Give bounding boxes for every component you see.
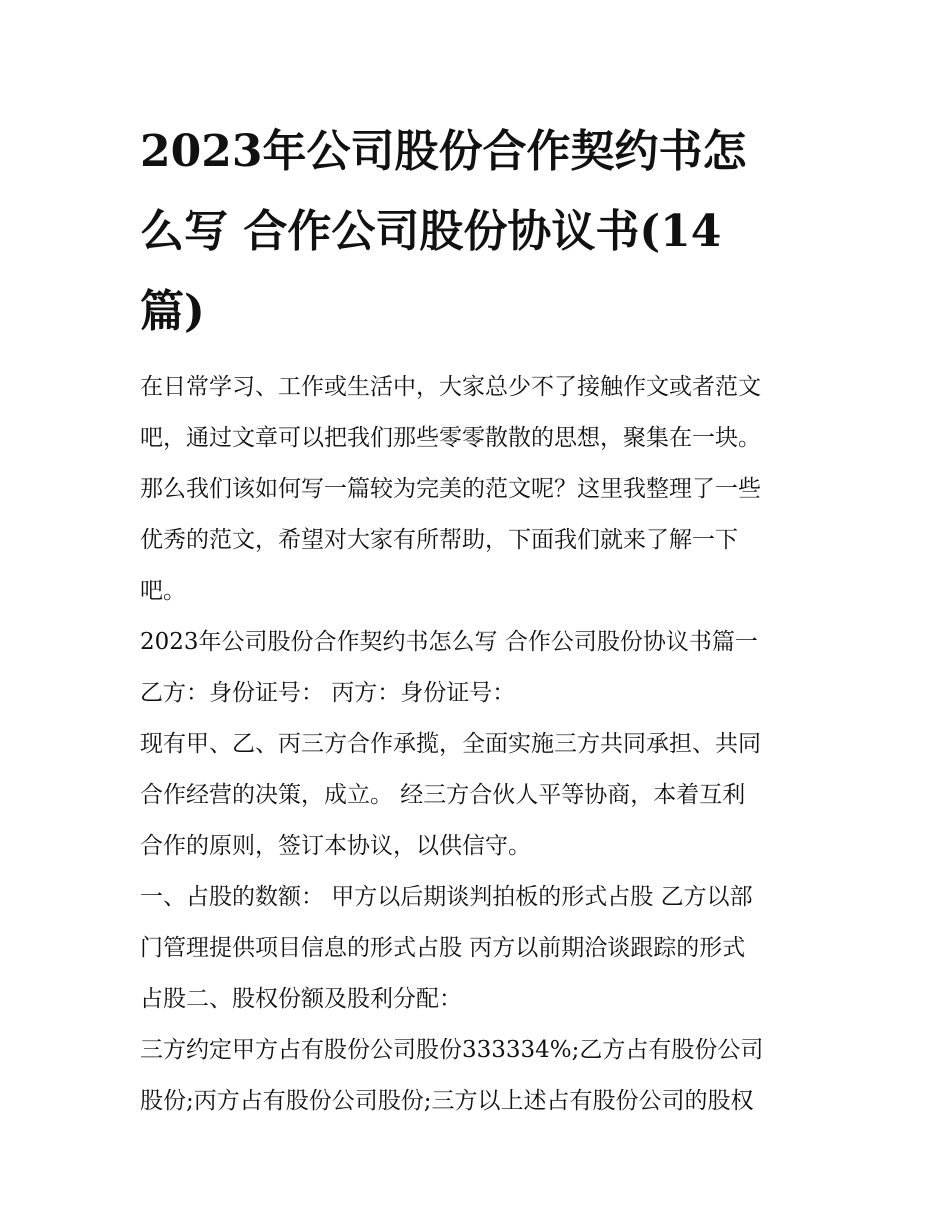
text-line: 现有甲、乙、丙三方合作承揽，全面实施三方共同承担、共同 bbox=[140, 731, 761, 757]
text-line: 优秀的范文，希望对大家有所帮助，下面我们就来了解一下 bbox=[140, 527, 738, 553]
intro-paragraph bbox=[140, 362, 820, 617]
text-line: 门管理提供项目信息的形式占股 丙方以前期洽谈跟踪的形式 bbox=[140, 935, 746, 961]
party-info-paragraph bbox=[140, 668, 820, 719]
text-line: 2023年公司股份合作契约书怎么写 合作公司股份协议书篇一 bbox=[140, 629, 758, 655]
clause-paragraph bbox=[140, 872, 820, 1025]
text-line: 乙方：身份证号： 丙方：身份证号： bbox=[140, 680, 516, 706]
section-heading bbox=[140, 617, 820, 668]
title-line: 2023年公司股份合作契约书怎 bbox=[140, 126, 747, 177]
text-line: 占股二、股权份额及股利分配： bbox=[140, 986, 462, 1012]
text-line: 在日常学习、工作或生活中，大家总少不了接触作文或者范文 bbox=[140, 374, 761, 400]
text-line: 一、占股的数额： 甲方以后期谈判拍板的形式占股 乙方以部 bbox=[140, 884, 753, 910]
preamble-paragraph bbox=[140, 719, 820, 872]
text-line: 合作的原则，签订本协议，以供信守。 bbox=[140, 833, 531, 859]
text-line: 吧。 bbox=[140, 578, 186, 604]
document-body bbox=[140, 362, 820, 1127]
title-line: 篇) bbox=[140, 286, 205, 337]
text-line: 那么我们该如何写一篇较为完美的范文呢？这里我整理了一些 bbox=[140, 476, 761, 502]
clause-paragraph bbox=[140, 1025, 820, 1127]
text-line: 吧，通过文章可以把我们那些零零散散的思想，聚集在一块。 bbox=[140, 425, 761, 451]
title-line: 么写 合作公司股份协议书(14 bbox=[140, 206, 722, 257]
text-line: 股份;丙方占有股份公司股份;三方以上述占有股份公司的股权 bbox=[140, 1088, 754, 1114]
document-title bbox=[140, 112, 820, 352]
text-line: 合作经营的决策，成立。 经三方合伙人平等协商，本着互利 bbox=[140, 782, 746, 808]
text-line: 三方约定甲方占有股份公司股份333334%;乙方占有股份公司 bbox=[140, 1037, 764, 1063]
document-page bbox=[140, 112, 820, 1127]
